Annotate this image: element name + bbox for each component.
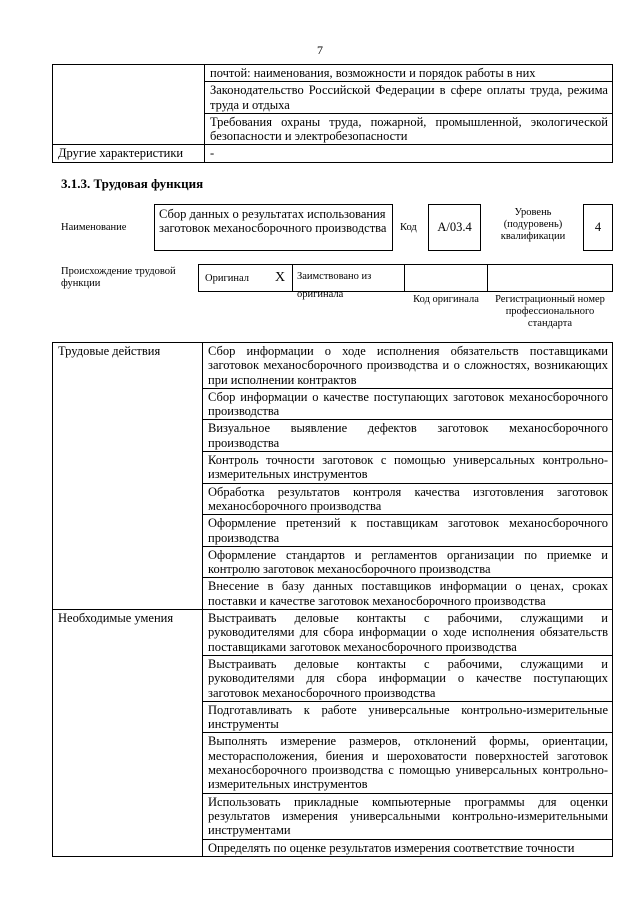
skills-label: Необходимые умения — [53, 610, 203, 857]
borrowed-cell — [292, 264, 405, 300]
other-characteristics-value: - — [205, 145, 613, 162]
labor-function-table — [52, 342, 613, 857]
level-label: Уровень (подуровень) квалификации — [500, 207, 566, 242]
skill-row: Выстраивать деловые контакты с рабочими, служащими и руководителями для сбора информации о ходе исполнения обязательств поставщиками заготовок механосборочного производства — [203, 610, 613, 656]
action-row: Контроль точности заготовок с помощью универсальных контрольно-измерительных инструментов — [203, 452, 613, 484]
action-row: Сбор информации о качестве поступающих заготовок механосборочного производства — [203, 388, 613, 420]
skill-row: Выстраивать деловые контакты с рабочими, служащими и руководителями для сбора информации о качестве поступающих заготовок механосборочного производства — [203, 655, 613, 701]
code-original-cell — [404, 264, 488, 292]
empty-label-cell — [53, 65, 205, 145]
knowledge-table — [52, 64, 613, 163]
function-name-box: Сбор данных о результатах использования заготовок механосборочного производства — [154, 204, 393, 251]
name-label: Наименование — [61, 222, 127, 233]
original-cell — [198, 264, 293, 292]
action-row: Оформление стандартов и регламентов организации по приемке и контролю заготовок механосборочного производства — [203, 546, 613, 578]
origin-label: Происхождение трудовой функции — [61, 266, 176, 289]
code-value-box: А/03.4 — [428, 204, 481, 251]
skill-row: Выполнять измерение размеров, отклонений формы, ориентации, месторасположения, биения и шероховатости поверхностей заготовок механосборочного производства с помощью универсальных контрольно-измерительных инструментов — [203, 733, 613, 793]
action-row: Обработка результатов контроля качества изготовления заготовок механосборочного производства — [203, 483, 613, 515]
original-label: Оригинал — [205, 273, 249, 284]
reg-number-cell — [487, 264, 613, 292]
skill-row: Определять по оценке результатов измерения соответствие точности — [203, 839, 613, 856]
reg-number-label: Регистрационный номер профессионального стандарта — [495, 294, 605, 329]
borrowed-label: Заимствовано из оригинала — [297, 271, 372, 300]
skill-row: Подготавливать к работе универсальные контрольно-измерительные инструменты — [203, 701, 613, 733]
action-row: Сбор информации о ходе исполнения обязательств поставщиками заготовок механосборочного производства и о сложностях, возникающих при исполнении контрактов — [203, 343, 613, 389]
level-value-box: 4 — [583, 204, 613, 251]
action-row: Внесение в базу данных поставщиков информации о ценах, сроках поставки и качестве заготовок механосборочного производства — [203, 578, 613, 610]
section-heading: 3.1.3. Трудовая функция — [61, 176, 204, 191]
other-characteristics-label: Другие характеристики — [53, 145, 205, 162]
page-number: 7 — [317, 43, 323, 57]
knowledge-row: Требования охраны труда, пожарной, промышленной, экологической безопасности и электробезопасности — [205, 113, 613, 145]
original-mark: X — [275, 270, 286, 285]
knowledge-row: Законодательство Российской Федерации в сфере оплаты труда, режима труда и отдыха — [205, 82, 613, 114]
code-label: Код — [400, 222, 417, 233]
action-row: Оформление претензий к поставщикам заготовок механосборочного производства — [203, 515, 613, 547]
skill-row: Использовать прикладные компьютерные программы для оценки результатов измерения универсальными контрольно-измерительными инструментами — [203, 793, 613, 839]
knowledge-row: почтой: наименования, возможности и порядок работы в них — [205, 65, 613, 82]
actions-label: Трудовые действия — [53, 343, 203, 610]
code-original-label: Код оригинала — [413, 294, 479, 305]
action-row: Визуальное выявление дефектов заготовок механосборочного производства — [203, 420, 613, 452]
